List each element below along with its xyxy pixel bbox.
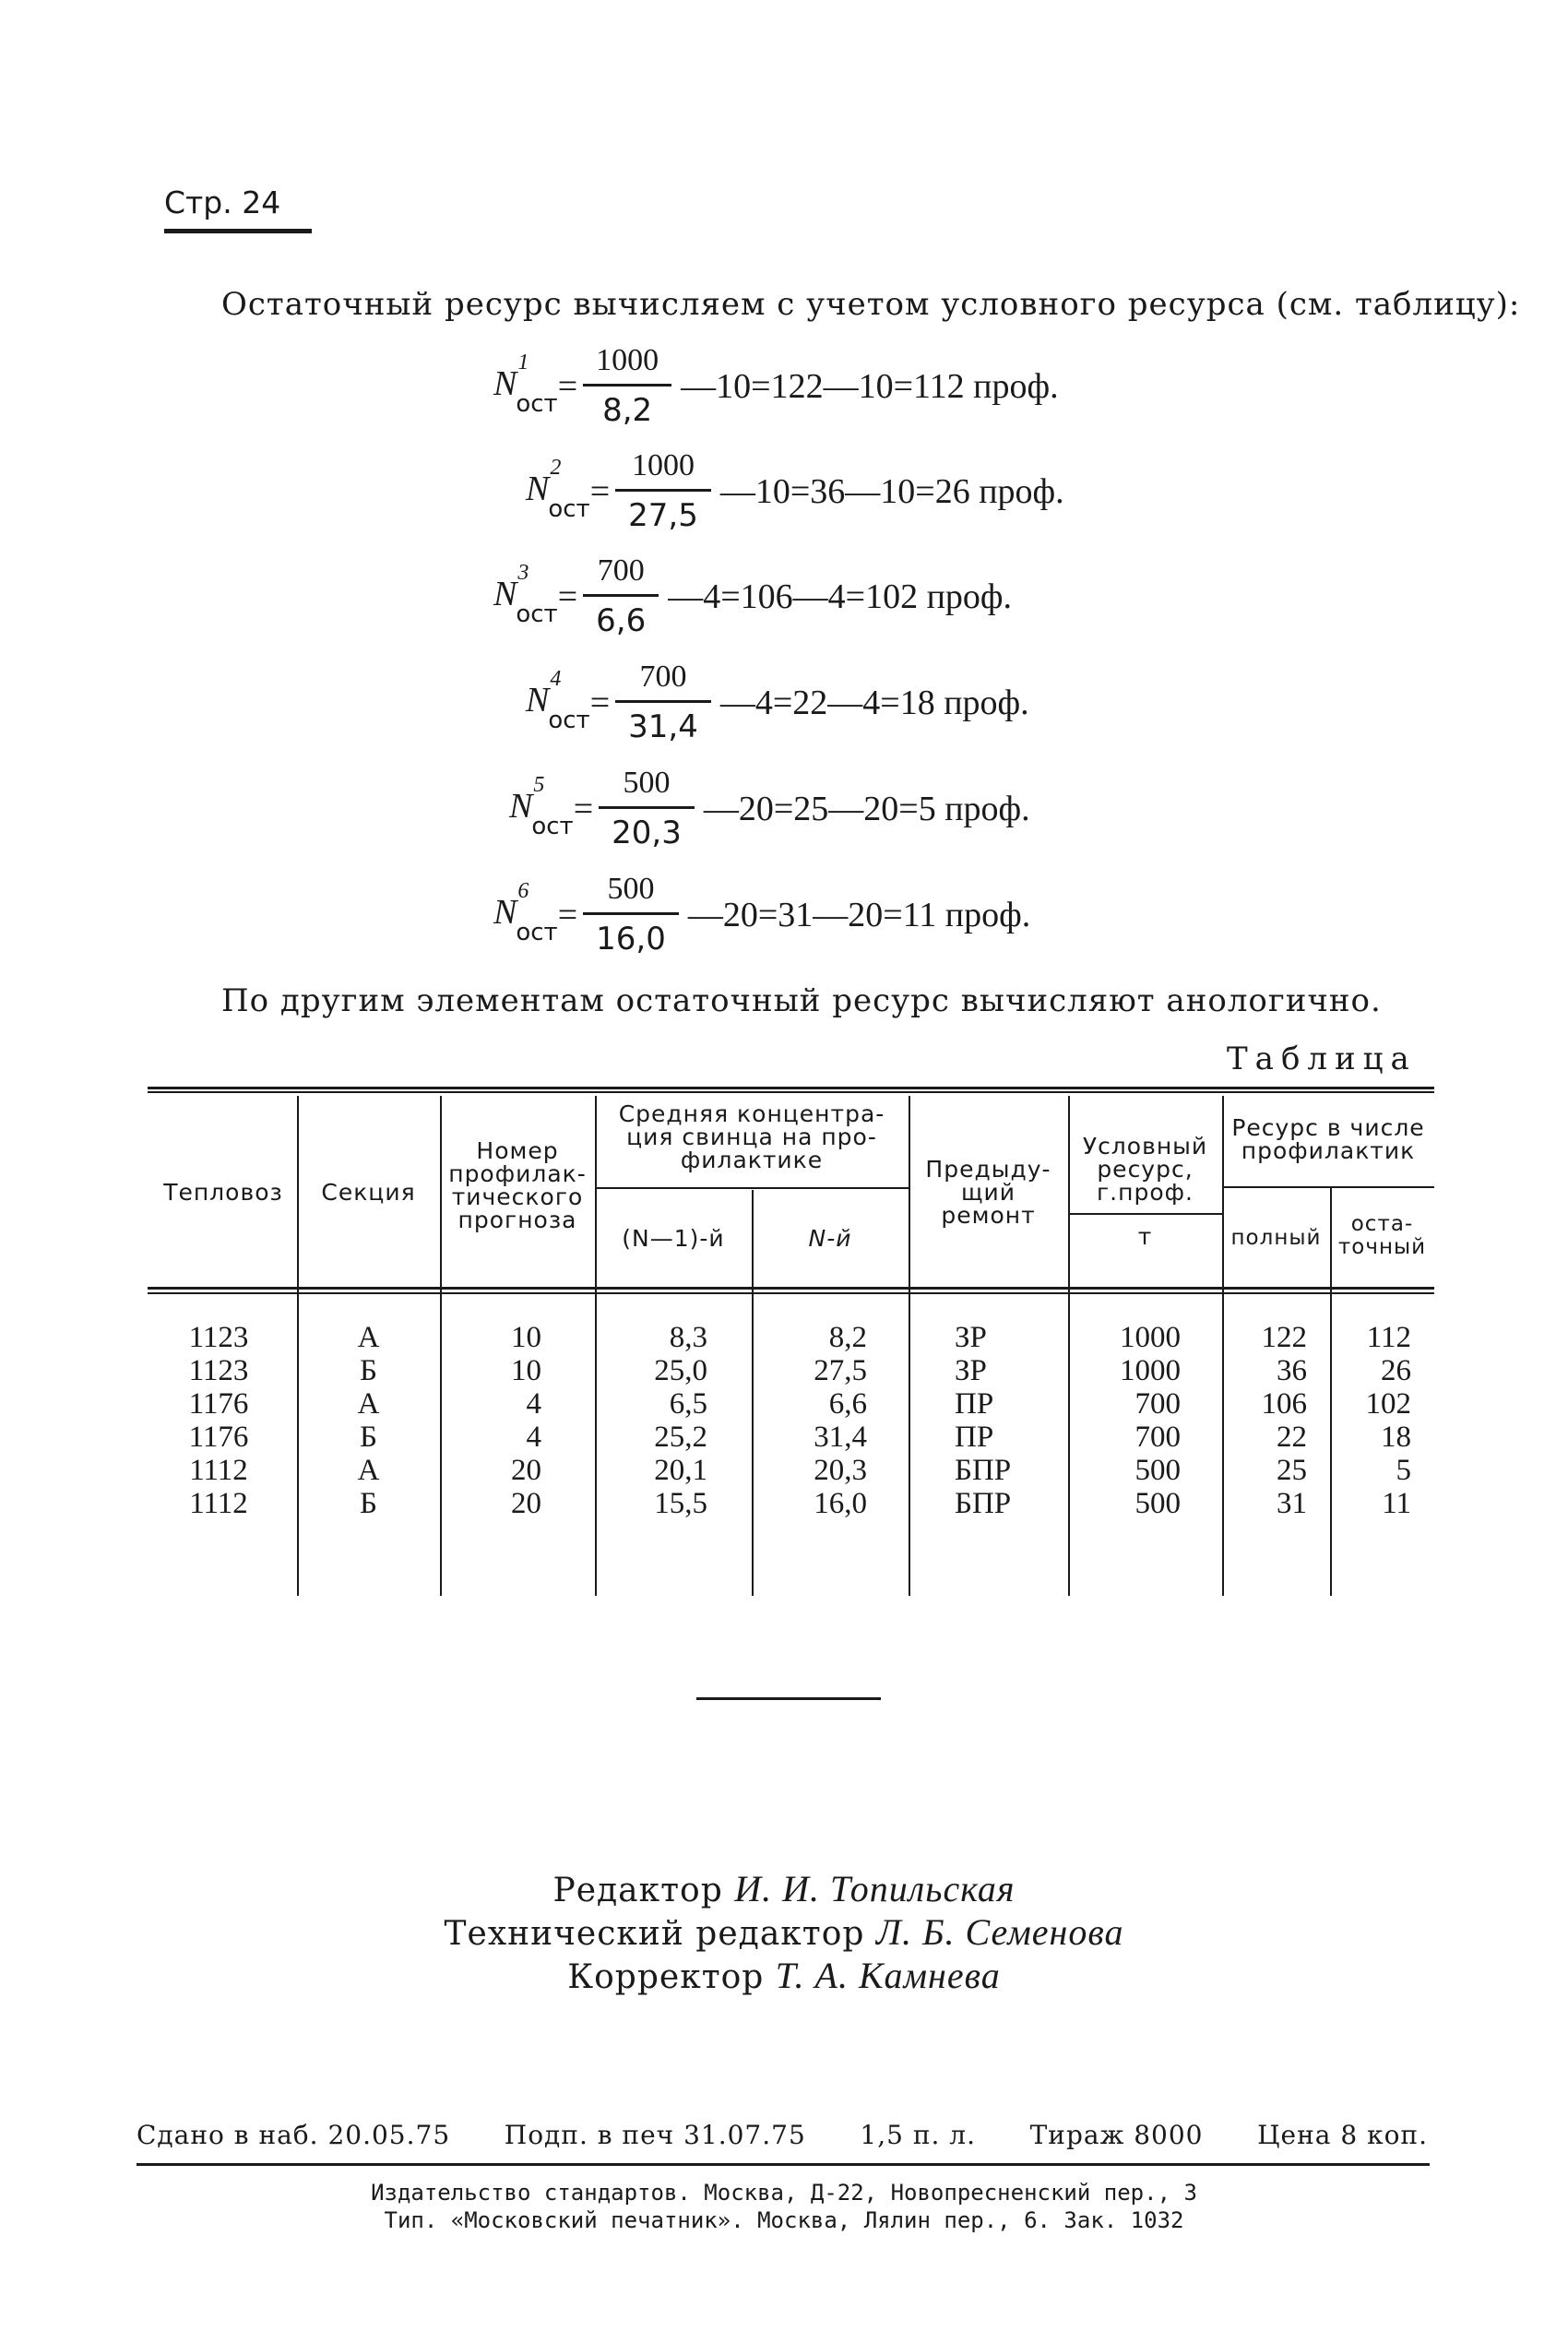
- table-top-rule-inner: [148, 1091, 1434, 1093]
- credit-editor: Редактор И. И. Топильская: [552, 1868, 1016, 1909]
- table-cell: Б: [360, 1354, 377, 1387]
- table-cell: БПР: [955, 1454, 1012, 1487]
- column-previous-repair: [955, 1321, 1061, 1520]
- table-cell: 106: [1261, 1387, 1307, 1421]
- formula-2: [526, 448, 1064, 534]
- formula-5: [509, 766, 1030, 851]
- table-cell: 5: [1396, 1454, 1411, 1487]
- fraction: $\frac{500}{16,0}$: [583, 872, 679, 957]
- table-cell: 8,3: [669, 1321, 707, 1354]
- table-cell: 1123: [188, 1321, 249, 1354]
- table-cell: 1176: [188, 1421, 249, 1454]
- table-cell: 122: [1261, 1321, 1307, 1354]
- table-cell: БПР: [955, 1487, 1012, 1520]
- table-cell: 1112: [189, 1454, 248, 1487]
- header-resource-in-prophylaxis: Ресурс в числе профилактик: [1231, 1114, 1425, 1164]
- imprint-sheets: 1,5 п. л.: [860, 2120, 976, 2150]
- table-cell: 1123: [188, 1354, 249, 1387]
- equals-sign: =: [557, 577, 578, 616]
- table-cell: ЗР: [955, 1354, 987, 1387]
- outro-paragraph: По другим элементам остаточный ресурс вычисляют анологично.: [221, 982, 1382, 1019]
- header-section: Секция: [321, 1179, 416, 1206]
- imprint-submitted: Сдано в наб. 20.05.75: [137, 2120, 451, 2150]
- table-cell: 1000: [1120, 1321, 1181, 1354]
- formula-result: —4=22—4=18 проф.: [719, 683, 1029, 722]
- header-lead-concentration: Средняя концентра- ция свинца на про- филактике: [618, 1100, 885, 1173]
- publisher-info: Издательство стандартов. Москва, Д-22, Новопресненский пер., 3 Тип. «Московский печатник». Москва, Лялин пер., 6. Зак. 1032: [371, 2180, 1197, 2233]
- formula-1: [493, 343, 1059, 429]
- table-caption: Таблица: [1227, 1041, 1417, 1077]
- table-cell: 25,0: [654, 1354, 707, 1387]
- header-previous-repair: Предыду- щий ремонт: [925, 1156, 1051, 1229]
- table-cell: 1112: [189, 1487, 248, 1520]
- table-cell: 25: [1277, 1454, 1307, 1487]
- imprint-line: [137, 2120, 1428, 2150]
- table-cell: А: [357, 1387, 380, 1421]
- formula-4: [526, 660, 1029, 745]
- imprint-signed: Подп. в печ 31.07.75: [504, 2120, 806, 2150]
- table-cell: 20: [511, 1487, 541, 1520]
- table-cell: 15,5: [654, 1487, 707, 1520]
- table-cell: ПР: [955, 1387, 994, 1421]
- equals-sign: =: [557, 895, 578, 934]
- credits: [0, 1868, 1568, 1998]
- header-subrule: [1068, 1213, 1222, 1215]
- fraction: $\frac{500}{20,3}$: [599, 766, 695, 851]
- table-cell: А: [357, 1321, 380, 1354]
- table-cell: 20,1: [654, 1454, 707, 1487]
- intro-paragraph: Остаточный ресурс вычисляем с учетом условного ресурса (см. таблицу):: [221, 286, 1521, 323]
- table-cell: 20,3: [814, 1454, 867, 1487]
- formula-result: —20=25—20=5 проф.: [703, 789, 1030, 828]
- header-lead-current: N-й: [808, 1225, 852, 1252]
- fraction: $\frac{1000}{27,5}$: [615, 448, 711, 534]
- formula-symbol: $N^5_{ост}$: [509, 773, 574, 841]
- fraction: $\frac{1000}{8,2}$: [583, 343, 671, 429]
- table-cell: 31: [1277, 1487, 1307, 1520]
- imprint-price: Цена 8 коп.: [1257, 2120, 1428, 2150]
- header-lead-previous: (N—1)-й: [622, 1225, 725, 1252]
- equals-sign: =: [589, 683, 611, 722]
- table-cell: 10: [511, 1321, 541, 1354]
- column-resource-remaining: [1330, 1321, 1411, 1520]
- column-conditional-resource: [1068, 1321, 1181, 1520]
- column-locomotive: [149, 1321, 288, 1520]
- formula-symbol: $N^2_{ост}$: [526, 456, 590, 524]
- table-cell: 1176: [188, 1387, 249, 1421]
- header-subrule: [1222, 1186, 1434, 1188]
- formula-6: [493, 872, 1030, 957]
- table-cell: 8,2: [828, 1321, 867, 1354]
- table-cell: 500: [1134, 1454, 1181, 1487]
- table-cell: 4: [526, 1421, 541, 1454]
- column-forecast-number: [440, 1321, 541, 1520]
- header-forecast-number: Номер профилак- тического прогноза: [448, 1137, 587, 1233]
- column-lead-current: [752, 1321, 867, 1520]
- column-lead-previous: [595, 1321, 707, 1520]
- table-cell: 6,6: [828, 1387, 867, 1421]
- header-conditional-resource: Условный ресурс, г.проф.: [1082, 1133, 1208, 1206]
- table-header-rule-inner: [148, 1292, 1434, 1294]
- header-resource-remaining: оста- точный: [1337, 1212, 1427, 1259]
- table-cell: Б: [360, 1421, 377, 1454]
- equals-sign: =: [573, 789, 594, 828]
- table-cell: 700: [1134, 1421, 1181, 1454]
- formula-result: —10=122—10=112 проф.: [681, 366, 1059, 406]
- table-cell: 36: [1277, 1354, 1307, 1387]
- table-cell: 16,0: [814, 1487, 867, 1520]
- column-section: [297, 1321, 440, 1520]
- table-cell: 20: [511, 1454, 541, 1487]
- formula-result: —4=106—4=102 проф.: [668, 577, 1013, 616]
- table-cell: 4: [526, 1387, 541, 1421]
- table-top-rule: [148, 1087, 1434, 1089]
- table-cell: 31,4: [814, 1421, 867, 1454]
- table-cell: 27,5: [814, 1354, 867, 1387]
- column-resource-full: [1222, 1321, 1307, 1520]
- table-cell: 25,2: [654, 1421, 707, 1454]
- credit-proofreader: Корректор Т. А. Камнева: [567, 1955, 1001, 1996]
- equals-sign: =: [557, 366, 578, 406]
- equals-sign: =: [589, 471, 611, 511]
- page-number-underline: [164, 229, 312, 233]
- table-cell: 11: [1382, 1487, 1411, 1520]
- imprint-rule: [137, 2163, 1430, 2166]
- table-cell: 112: [1366, 1321, 1411, 1354]
- imprint-circulation: Тираж 8000: [1029, 2120, 1204, 2150]
- header-locomotive: Тепловоз: [163, 1179, 283, 1206]
- header-conditional-unit: т: [1137, 1223, 1153, 1250]
- table-cell: А: [357, 1454, 380, 1487]
- header-resource-full: полный: [1230, 1226, 1322, 1250]
- table-cell: 22: [1277, 1421, 1307, 1454]
- header-subrule: [595, 1187, 909, 1189]
- table-cell: 26: [1381, 1354, 1411, 1387]
- credit-technical-editor: Технический редактор Л. Б. Семенова: [444, 1911, 1124, 1953]
- table-cell: 700: [1134, 1387, 1181, 1421]
- table-cell: 10: [511, 1354, 541, 1387]
- table-cell: 1000: [1120, 1354, 1181, 1387]
- table-cell: 6,5: [669, 1387, 707, 1421]
- section-end-rule: [696, 1697, 881, 1700]
- formula-result: —10=36—10=26 проф.: [719, 471, 1064, 511]
- table-cell: 500: [1134, 1487, 1181, 1520]
- formula-symbol: $N^3_{ост}$: [493, 561, 558, 629]
- formula-symbol: $N^4_{ост}$: [526, 667, 590, 735]
- table-cell: 18: [1381, 1421, 1411, 1454]
- fraction: $\frac{700}{31,4}$: [615, 660, 711, 745]
- table-cell: 102: [1365, 1387, 1411, 1421]
- table-cell: Б: [360, 1487, 377, 1520]
- formula-symbol: $N^1_{ост}$: [493, 351, 558, 419]
- formula-symbol: $N^6_{ост}$: [493, 879, 558, 947]
- fraction: $\frac{700}{6,6}$: [583, 553, 659, 639]
- table-cell: ПР: [955, 1421, 994, 1454]
- page-number: Стр. 24: [164, 184, 281, 220]
- formula-3: [493, 553, 1012, 639]
- table-cell: ЗР: [955, 1321, 987, 1354]
- table-header-rule: [148, 1287, 1434, 1290]
- formula-result: —20=31—20=11 проф.: [687, 895, 1031, 934]
